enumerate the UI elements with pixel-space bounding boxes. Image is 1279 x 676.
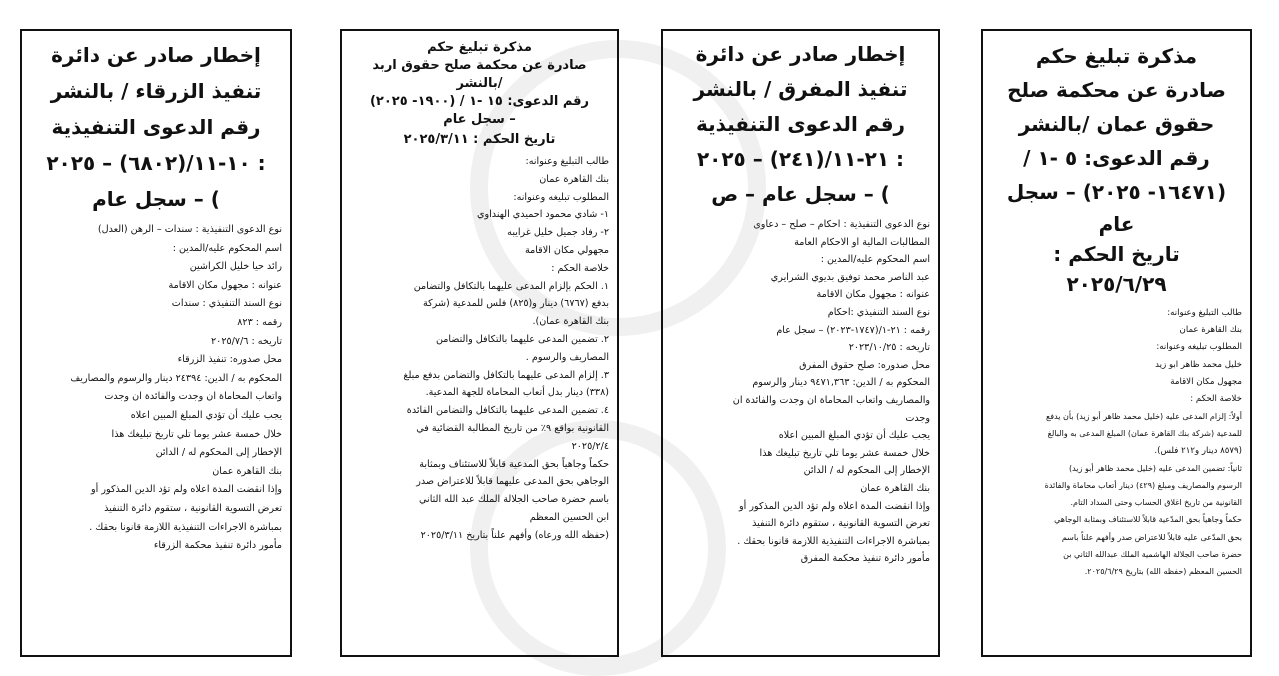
body-line: رائد حيا خليل الكراشين xyxy=(189,261,282,273)
body-line: نوع السند التنفيذي :احكام xyxy=(827,306,930,318)
title-line: مذكرة تبليغ حكم xyxy=(427,40,532,55)
body-line: والمصاريف واتعاب المحاماة ان وجدت والفائدة ان xyxy=(732,394,930,406)
body-line: باسم حضرة صاحب الجلالة الملك عبد الله الثاني xyxy=(419,494,609,506)
body-line: بحق المدّعى عليه قابلاً للاعتراض صدر وأفهم علناً باسم xyxy=(1061,532,1242,542)
body-line: رقمه : ٨٢٣ xyxy=(237,316,282,328)
body-line: (٣٣٨) دينار بدل أتعاب المحاماة للجهة المدعية. xyxy=(425,387,609,399)
body-line: وإذا انقضت المدة اعلاه ولم تؤد الدين المذكور أو xyxy=(739,500,930,512)
body-line: اسم المحكوم عليه/المدين : xyxy=(820,254,930,266)
title-line: : ١٠-١١/(٦٨٠٢) – ٢٠٢٥ xyxy=(46,151,266,175)
body-line: المطلوب تبليغه وعنوانه: xyxy=(513,191,609,203)
body-line: للمدعية (شركة بنك القاهرة عمان) المبلغ المدعى به والبالغ xyxy=(1047,429,1242,439)
body-line: يجب عليك أن تؤدي المبلغ المبين اعلاه xyxy=(778,430,930,442)
title-line: صادرة عن محكمة صلح xyxy=(1007,78,1226,102)
body-line: أولاً: إلزام المدعى عليه (خليل محمد ظاهر أبو زيد) بأن يدفع xyxy=(1045,412,1242,422)
title-line: عام xyxy=(1098,212,1135,236)
title-line: ) – سجل عام xyxy=(92,187,220,211)
body-line: رقمه : ٢١-١/(١٧٤٧-٢٠٢٣) – سجل عام xyxy=(776,324,930,336)
body-line: واتعاب المحاماة ان وجدت والفائدة ان وجدت xyxy=(104,391,282,403)
notice-zarqa-execution xyxy=(20,29,292,657)
notice-amman-judgment xyxy=(981,29,1252,657)
body-line: المحكوم به / الدين: ٢٤٣٩٤ دينار والرسوم والمصاريف xyxy=(70,372,282,384)
body-line: (حفظه الله ورعاه) وأفهم علناً بتاريخ ٢٠٢٥/٣/١١ xyxy=(420,529,609,541)
body-line: بنك القاهرة عمان). xyxy=(532,316,609,328)
body-line: مأمور دائرة تنفيذ محكمة الزرقاء xyxy=(153,540,282,552)
body-line: تعرض التسوية القانونية ، ستقوم دائرة التنفيذ xyxy=(752,518,930,530)
body-line: الإخطار إلى المحكوم له / الدائن xyxy=(155,447,282,459)
title-line: (١٦٤٧١- ٢٠٢٥) – سجل xyxy=(1006,180,1227,204)
body-line: حضرة صاحب الجلالة الهاشمية الملك عبدالله الثاني بن xyxy=(1063,549,1242,559)
body-line: يجب عليك أن تؤدي المبلغ المبين اعلاه xyxy=(130,409,282,421)
body-line: مجهول مكان الاقامة xyxy=(1170,376,1242,387)
notice-title xyxy=(350,39,609,151)
notice-title xyxy=(671,37,930,212)
title-line: صادرة عن محكمة صلح حقوق اربد xyxy=(372,58,587,73)
title-line: رقم الدعوى التنفيذية xyxy=(51,115,261,139)
title-line: إخطار صادر عن دائرة xyxy=(51,43,261,67)
body-line: ٢٠٢٥/٢/٤ xyxy=(571,440,609,452)
body-line: نوع الدعوى التنفيذية : سندات – الرهن (العدل) xyxy=(97,224,282,235)
body-line: ٤. تضمين المدعى عليهما بالتكافل والتضامن الفائدة xyxy=(406,405,609,417)
title-line: مذكرة تبليغ حكم xyxy=(1035,44,1198,68)
title-line: رقم الدعوى التنفيذية xyxy=(695,112,906,136)
body-line: تاريخه : ٢٠٢٣/١٠/٢٥ xyxy=(848,342,930,354)
notice-mafraq-execution xyxy=(661,29,940,657)
body-line: بنك القاهرة عمان xyxy=(212,465,282,477)
title-line: – سجل عام xyxy=(443,112,516,127)
body-line: تاريخه : ٢٠٢٥/٧/٦ xyxy=(211,335,282,347)
body-line: بدفع (٦٧٦٧) دينار و(٨٢٥) فلس للمدعية (شركة xyxy=(422,298,609,310)
body-line: ثانياً: تضمين المدعى عليه (خليل محمد ظاهر أبو زيد) xyxy=(1068,463,1242,473)
body-line: طالب التبليغ وعنوانه: xyxy=(525,156,609,167)
body-line: مجهولي مكان الاقامة xyxy=(524,244,609,256)
body-line: ١- شادي محمود احميدي الهنداوي xyxy=(477,209,609,221)
body-line: (٨٥٧٩ دينار و٢١٢ فلس). xyxy=(1154,445,1242,456)
body-line: ابن الحسين المعظم xyxy=(529,511,609,523)
body-line: القانونية من تاريخ اغلاق الحساب وحتى السداد التام. xyxy=(1070,498,1242,508)
body-line: المطالبات المالية او الاحكام العامة xyxy=(794,236,930,248)
body-line: بنك القاهرة عمان xyxy=(860,482,930,494)
body-line: المصاريف والرسوم . xyxy=(525,351,609,363)
body-line: القانونية بواقع ٩٪ من تاريخ المطالبة القضائية في xyxy=(416,422,609,434)
body-line: محل صدوره: صلح حقوق المفرق xyxy=(799,359,930,371)
body-line: بنك القاهرة عمان xyxy=(539,173,609,185)
body-line: تعرض التسوية القانونية ، ستقوم دائرة التنفيذ xyxy=(104,502,282,514)
body-line: الحسين المعظم (حفظه الله) بتاريخ ٢٠٢٥/٦/٢٩. xyxy=(1084,567,1242,577)
body-line: عنوانه : مجهول مكان الاقامة xyxy=(816,289,930,301)
body-line: وجدت xyxy=(905,412,930,424)
body-line: المحكوم به / الدين: ٩٤٧١,٣٦٣ دينار والرسوم xyxy=(752,377,930,389)
notice-title xyxy=(30,37,282,217)
title-line: حقوق عمان /بالنشر xyxy=(1018,112,1215,136)
title-line: تاريخ الحكم : xyxy=(1053,242,1180,266)
body-line: ١. الحكم بإلزام المدعى عليهما بالتكافل والتضامن xyxy=(413,280,609,292)
notice-title xyxy=(991,39,1242,299)
title-line: ) – سجل عام – ص xyxy=(711,182,890,206)
body-line: ٢- رفاد جميل خليل غرايبه xyxy=(507,227,609,239)
body-line: الوجاهي بحق المدعى عليهما قابلاً للاعتراض صدر xyxy=(416,476,609,488)
body-line: عنوانه : مجهول مكان الاقامة xyxy=(168,279,282,291)
body-line: بمباشرة الاجراءات التنفيذية اللازمة قانونا بحقك . xyxy=(737,535,930,547)
body-line: المطلوب تبليغه وعنوانه: xyxy=(1156,342,1242,353)
body-line: عبد الناصر محمد توفيق بديوي الشرايري xyxy=(770,271,930,283)
title-line: تاريخ الحكم : ٢٠٢٥/٣/١١ xyxy=(403,132,556,147)
title-line: إخطار صادر عن دائرة xyxy=(695,42,906,66)
title-line: /بالنشر xyxy=(456,76,503,91)
body-line: حكماً وجاهياً بحق المدعية قابلاً للاستئناف وبمثابة xyxy=(419,458,609,470)
body-line: خلال خمسة عشر يوما تلي تاريخ تبليغك هذا xyxy=(759,447,930,459)
title-line: رقم الدعوى: ٥ -١ / xyxy=(1023,146,1210,170)
title-line: : ٢١-١١/(٢٤١) – ٢٠٢٥ xyxy=(696,147,905,171)
title-line: تنفيذ المفرق / بالنشر xyxy=(693,77,908,101)
body-line: الرسوم والمصاريف ومبلغ (٤٢٩) دينار أتعاب محاماة والفائدة xyxy=(1044,481,1242,491)
body-line: خليل محمد ظاهر ابو زيد xyxy=(1155,359,1242,370)
body-line: حكماً وجاهياً بحق المدّعية قابلاً للاستئناف وبمثابة الوجاهي xyxy=(1054,515,1242,525)
body-line: خلال خمسة عشر يوما تلي تاريخ تبليغك هذا xyxy=(111,428,282,440)
body-line: نوع الدعوى التنفيذية : احكام – صلح – دعاوى xyxy=(753,219,930,230)
body-line: ٢. تضمين المدعى عليهما بالتكافل والتضامن xyxy=(435,333,609,345)
body-line: بنك القاهرة عمان xyxy=(1179,325,1242,336)
body-line: خلاصة الحكم : xyxy=(1190,394,1242,405)
title-line: ٢٠٢٥/٦/٢٩ xyxy=(1066,272,1167,296)
notice-irbid-judgment xyxy=(340,29,619,657)
body-line: وإذا انقضت المدة اعلاه ولم تؤد الدين المذكور أو xyxy=(91,484,282,496)
body-line: الإخطار إلى المحكوم له / الدائن xyxy=(803,465,930,477)
title-line: رقم الدعوى: ١٥ -١ / (١٩٠٠- ٢٠٢٥) xyxy=(369,94,590,109)
body-line: اسم المحكوم عليه/المدين : xyxy=(172,242,282,254)
body-line: ٣. إلزام المدعى عليهما بالتكافل والتضامن بدفع مبلغ xyxy=(403,369,609,381)
body-line: محل صدوره: تنفيذ الزرقاء xyxy=(177,354,282,366)
body-line: نوع السند التنفيذي : سندات xyxy=(171,298,282,310)
body-line: مأمور دائرة تنفيذ محكمة المفرق xyxy=(800,553,930,565)
body-line: خلاصة الحكم : xyxy=(551,262,609,274)
body-line: طالب التبليغ وعنوانه: xyxy=(1167,308,1242,318)
body-line: بمباشرة الاجراءات التنفيذية اللازمة قانونا بحقك . xyxy=(89,521,282,533)
title-line: تنفيذ الزرقاء / بالنشر xyxy=(50,79,262,103)
